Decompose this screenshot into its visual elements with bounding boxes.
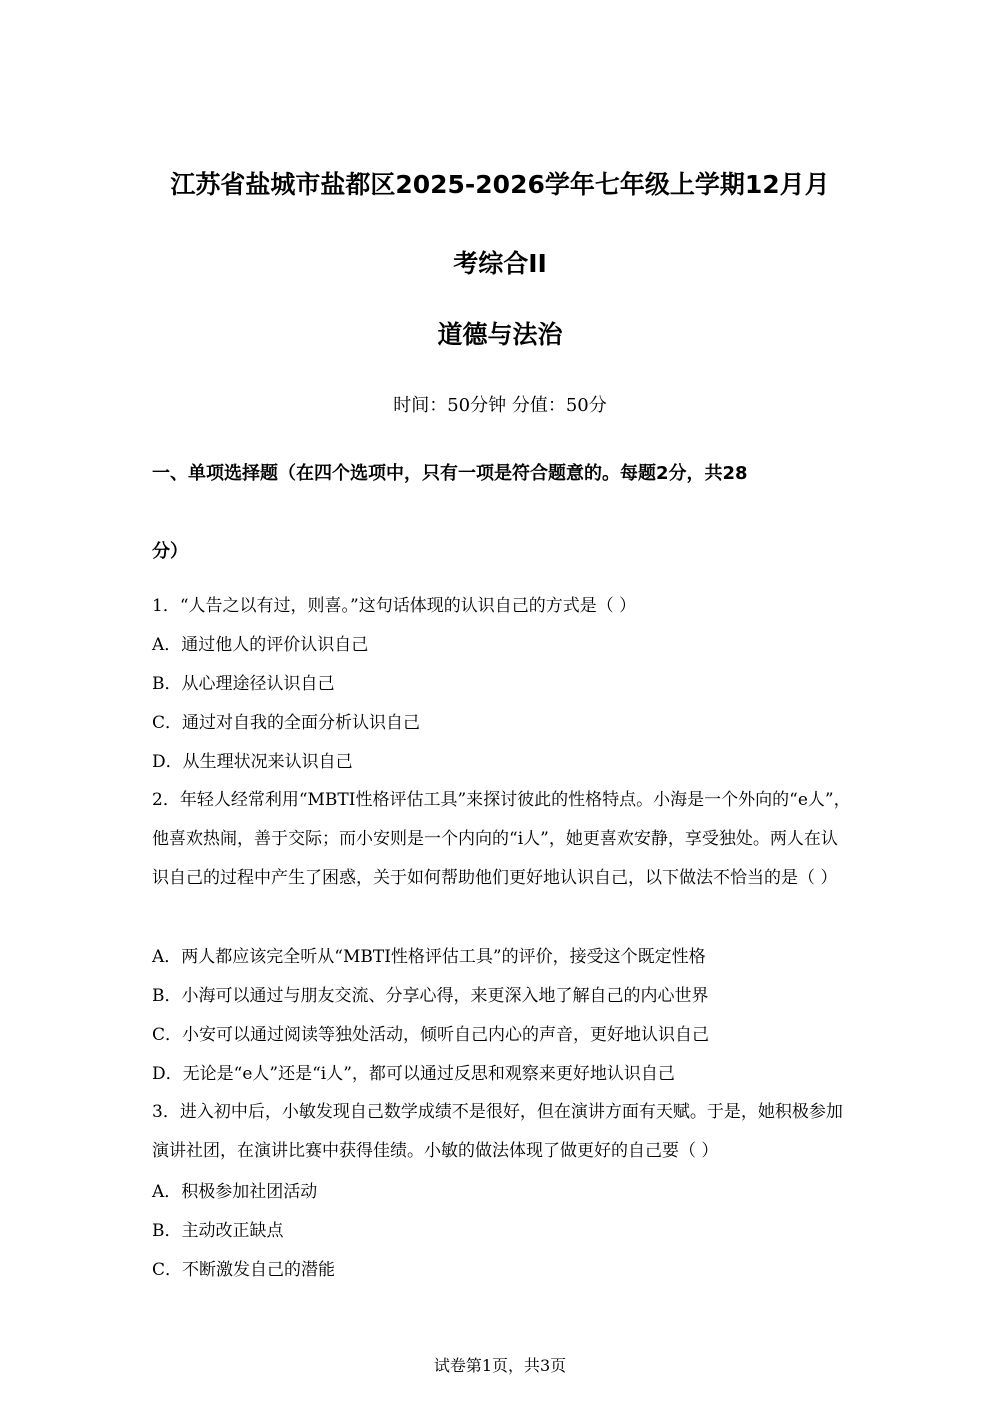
question-1-option-d: D．从生理状况来认识自己 (152, 752, 353, 772)
question-1-option-c: C．通过对自我的全面分析认识自己 (152, 713, 421, 733)
exam-title-line1: 江苏省盐城市盐都区2025-2026学年七年级上学期12月月 (170, 170, 830, 199)
subject-title: 道德与法治 (437, 320, 563, 349)
question-3-option-a: A．积极参加社团活动 (152, 1182, 318, 1202)
question-2-option-d: D．无论是“e人”还是“i人”，都可以通过反思和观察来更好地认识自己 (152, 1064, 675, 1084)
section-heading-line2: 分） (152, 541, 188, 562)
exam-meta: 时间：50分钟 分值：50分 (393, 395, 607, 416)
question-3-option-c: C．不断激发自己的潜能 (152, 1260, 336, 1280)
section-heading-line1: 一、单项选择题（在四个选项中，只有一项是符合题意的。每题2分，共28 (152, 463, 748, 484)
question-2-stem: 2．年轻人经常利用“MBTI性格评估工具”来探讨彼此的性格特点。小海是一个外向的“e人”，他喜欢热闹，善于交际；而小安则是一个内向的“i人”，她更喜欢安静，享受独处。两人在认识自己的过程中产生了困惑，关于如何帮助他们更好地认识自己，以下做法不恰当的是（ ） (152, 790, 851, 888)
question-2-option-b: B．小海可以通过与朋友交流、分享心得，来更深入地了解自己的内心世界 (152, 986, 709, 1006)
question-2-option-a: A．两人都应该完全听从“MBTI性格评估工具”的评价，接受这个既定性格 (152, 947, 706, 967)
question-1-option-a: A．通过他人的评价认识自己 (152, 635, 369, 655)
question-3-option-b: B．主动改正缺点 (152, 1221, 284, 1241)
question-3-stem: 3．进入初中后，小敏发现自己数学成绩不是很好，但在演讲方面有天赋。于是，她积极参加演讲社团，在演讲比赛中获得佳绩。小敏的做法体现了做更好的自己要（ ） (152, 1102, 843, 1161)
question-1-stem: 1．“人告之以有过，则喜。”这句话体现的认识自己的方式是（ ） (152, 596, 637, 616)
question-2-option-c: C．小安可以通过阅读等独处活动，倾听自己内心的声音，更好地认识自己 (152, 1025, 710, 1045)
page-footer: 试卷第1页，共3页 (433, 1356, 567, 1375)
exam-title-line2: 考综合II (453, 249, 547, 278)
question-1-option-b: B．从心理途径认识自己 (152, 674, 335, 694)
